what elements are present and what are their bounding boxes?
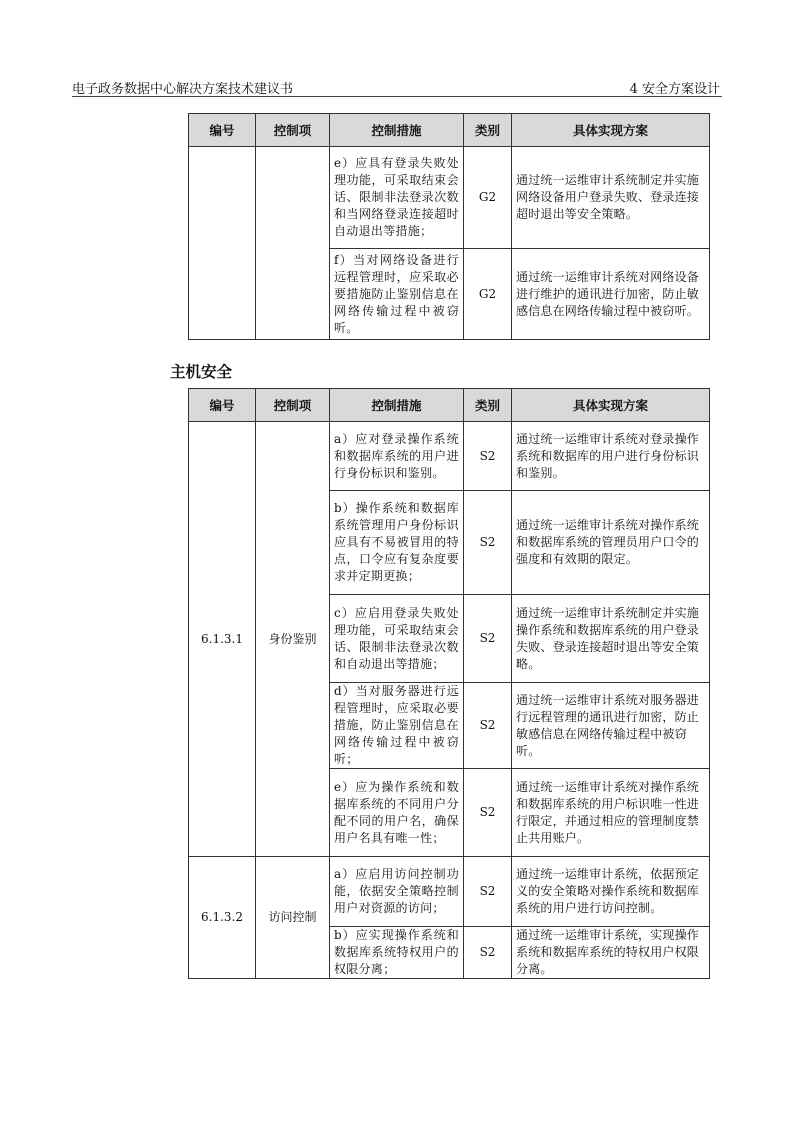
table-header-row: [189, 114, 710, 147]
category-cell: S2: [464, 683, 512, 769]
id-cell: 6.1.3.2: [189, 857, 256, 979]
implementation-cell: 通过统一运维审计系统，实现操作系统和数据库系统的特权用户权限分离。: [512, 927, 710, 979]
implementation-cell: 通过统一运维审计系统对操作系统和数据库系统的用户标识唯一性进行限定，并通过相应的管理制度禁止共用账户。: [512, 769, 710, 857]
table-header-row: [189, 389, 710, 422]
control-item-cell: 身份鉴别: [256, 422, 330, 857]
document-title: 电子政务数据中心解决方案技术建议书: [72, 82, 294, 97]
col-header-item: 控制项: [256, 114, 330, 147]
page-header: [72, 78, 722, 97]
col-header-implementation: 具体实现方案: [512, 389, 710, 422]
implementation-cell: 通过统一运维审计系统对登录操作系统和数据库的用户进行身份标识和鉴别。: [512, 422, 710, 491]
measure-cell: d）当对服务器进行远程管理时，应采取必要措施，防止鉴别信息在网络传输过程中被窃听；: [330, 683, 464, 769]
chapter-title: 4 安全方案设计: [629, 82, 720, 97]
network-device-security-table: [188, 113, 710, 340]
id-cell: [189, 147, 256, 340]
category-cell: S2: [464, 595, 512, 683]
implementation-cell: 通过统一运维审计系统对服务器进行远程管理的通讯进行加密，防止敏感信息在网络传输过程中被窃听。: [512, 683, 710, 769]
col-header-category: 类别: [464, 114, 512, 147]
table-row: [189, 147, 710, 249]
measure-cell: e）应为操作系统和数据库系统的不同用户分配不同的用户名，确保用户名具有唯一性；: [330, 769, 464, 857]
category-cell: G2: [464, 249, 512, 340]
host-security-table: [188, 388, 710, 979]
measure-cell: f）当对网络设备进行远程管理时，应采取必要措施防止鉴别信息在网络传输过程中被窃听。: [330, 249, 464, 340]
implementation-cell: 通过统一运维审计系统制定并实施操作系统和数据库系统的用户登录失败、登录连接超时退出等安全策略。: [512, 595, 710, 683]
implementation-cell: 通过统一运维审计系统对操作系统和数据库系统的管理员用户口令的强度和有效期的限定。: [512, 491, 710, 595]
col-header-measure: 控制措施: [330, 114, 464, 147]
category-cell: S2: [464, 857, 512, 927]
category-cell: S2: [464, 422, 512, 491]
category-cell: S2: [464, 927, 512, 979]
category-cell: G2: [464, 147, 512, 249]
id-cell: 6.1.3.1: [189, 422, 256, 857]
category-cell: S2: [464, 491, 512, 595]
category-cell: S2: [464, 769, 512, 857]
measure-cell: b）操作系统和数据库系统管理用户身份标识应具有不易被冒用的特点，口令应有复杂度要求并定期更换；: [330, 491, 464, 595]
col-header-implementation: 具体实现方案: [512, 114, 710, 147]
implementation-cell: 通过统一运维审计系统制定并实施网络设备用户登录失败、登录连接超时退出等安全策略。: [512, 147, 710, 249]
control-item-cell: 访问控制: [256, 857, 330, 979]
col-header-item: 控制项: [256, 389, 330, 422]
section-heading: 主机安全: [170, 363, 233, 381]
col-header-measure: 控制措施: [330, 389, 464, 422]
col-header-id: 编号: [189, 114, 256, 147]
measure-cell: b）应实现操作系统和数据库系统特权用户的权限分离；: [330, 927, 464, 979]
measure-cell: a）应对登录操作系统和数据库系统的用户进行身份标识和鉴别。: [330, 422, 464, 491]
implementation-cell: 通过统一运维审计系统，依据预定义的安全策略对操作系统和数据库系统的用户进行访问控制。: [512, 857, 710, 927]
control-item-cell: [256, 147, 330, 340]
table-row: [189, 422, 710, 491]
col-header-category: 类别: [464, 389, 512, 422]
measure-cell: e）应具有登录失败处理功能，可采取结束会话、限制非法登录次数和当网络登录连接超时自动退出等措施；: [330, 147, 464, 249]
measure-cell: c）应启用登录失败处理功能，可采取结束会话、限制非法登录次数和自动退出等措施；: [330, 595, 464, 683]
table-row: [189, 857, 710, 927]
measure-cell: a）应启用访问控制功能，依据安全策略控制用户对资源的访问；: [330, 857, 464, 927]
implementation-cell: 通过统一运维审计系统对网络设备进行维护的通讯进行加密，防止敏感信息在网络传输过程中被窃听。: [512, 249, 710, 340]
col-header-id: 编号: [189, 389, 256, 422]
